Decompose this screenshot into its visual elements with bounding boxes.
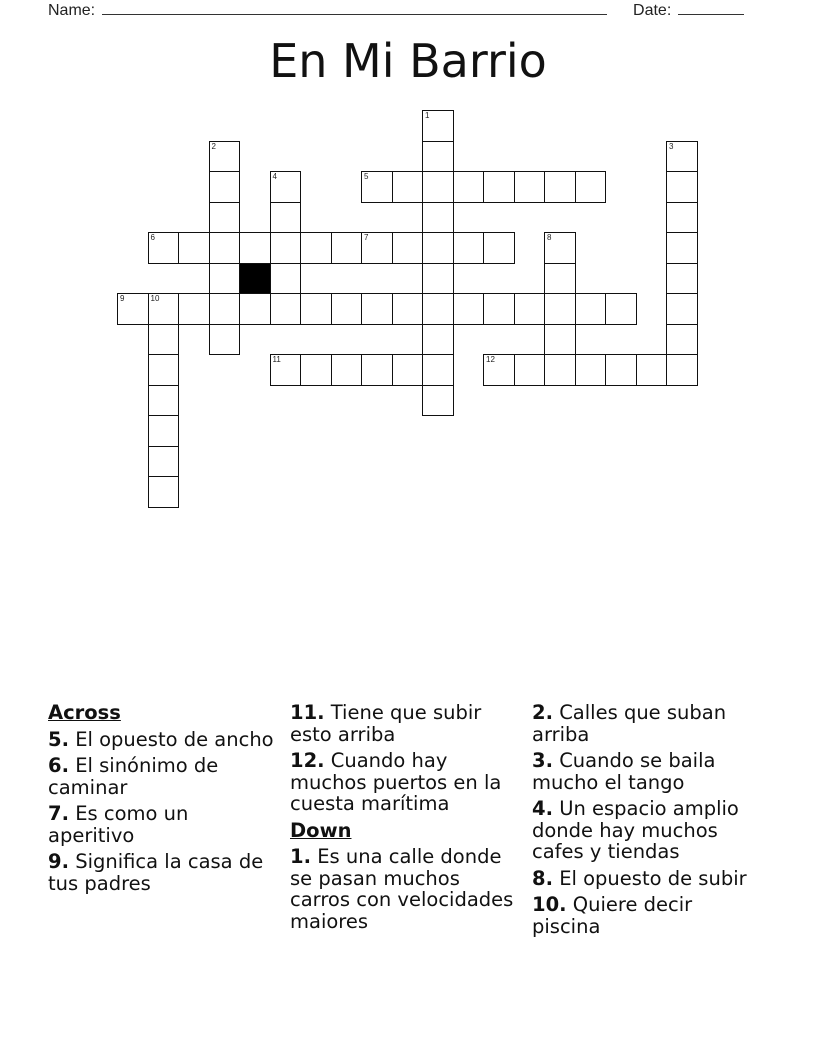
crossword-cell[interactable] (270, 293, 302, 325)
clue-text: Es como un aperitivo (48, 802, 189, 847)
clue-number-label: 5. (48, 727, 69, 751)
crossword-cell[interactable] (361, 354, 393, 386)
crossword-cell[interactable] (422, 202, 454, 234)
crossword-cell[interactable] (270, 232, 302, 264)
crossword-cell[interactable] (483, 232, 515, 264)
clue-number-label: 8. (532, 866, 553, 890)
crossword-cell[interactable] (270, 354, 302, 386)
crossword-cell[interactable] (514, 293, 546, 325)
crossword-cell[interactable] (544, 324, 576, 356)
crossword-cell[interactable] (544, 171, 576, 203)
crossword-cell[interactable] (270, 263, 302, 295)
crossword-cell[interactable] (422, 324, 454, 356)
crossword-cell[interactable] (148, 415, 180, 447)
crossword-cell[interactable] (361, 293, 393, 325)
clue-number-label: 12. (290, 749, 325, 772)
crossword-cell[interactable] (422, 232, 454, 264)
crossword-cell[interactable] (575, 293, 607, 325)
crossword-cell[interactable] (209, 171, 241, 203)
clue-number-label: 10. (532, 893, 567, 916)
crossword-cell[interactable] (148, 476, 180, 508)
page-title: En Mi Barrio (269, 34, 547, 88)
crossword-cell[interactable] (270, 171, 302, 203)
clue-item (48, 729, 278, 751)
clue-text: Es una calle donde se pasan muchos carros con velocidades maiores (290, 845, 514, 933)
clue-number-label: 1. (290, 845, 311, 868)
clue-item (532, 868, 762, 890)
clue-number: 5 (364, 172, 369, 181)
clue-text: Significa la casa de tus padres (48, 850, 264, 895)
clue-text: Un espacio amplio donde hay muchos cafes y tiendas (532, 797, 739, 863)
crossword-cell[interactable] (117, 293, 149, 325)
crossword-cell[interactable] (148, 324, 180, 356)
crossword-cell[interactable] (392, 171, 424, 203)
clue-number: 12 (486, 355, 495, 364)
clue-number-label: 7. (48, 802, 69, 825)
crossword-cell[interactable] (361, 171, 393, 203)
crossword-cell[interactable] (544, 263, 576, 295)
crossword-cell[interactable] (544, 354, 576, 386)
crossword-cell[interactable] (331, 293, 363, 325)
down-heading: Down (290, 818, 352, 842)
crossword-cell[interactable] (209, 232, 241, 264)
clue-number: 10 (150, 294, 160, 303)
clue-number: 7 (364, 233, 369, 242)
crossword-cell[interactable] (392, 232, 424, 264)
crossword-cell[interactable] (453, 293, 485, 325)
crossword-cell[interactable] (666, 141, 698, 173)
crossword-cell[interactable] (544, 232, 576, 264)
crossword-cell[interactable] (270, 202, 302, 234)
clue-number: 4 (272, 172, 277, 181)
crossword-cell[interactable] (331, 354, 363, 386)
clues-column-2 (290, 702, 520, 937)
crossword-cell[interactable] (422, 171, 454, 203)
crossword-cell[interactable] (209, 141, 241, 173)
crossword-cell[interactable] (605, 293, 637, 325)
crossword-cell[interactable] (666, 293, 698, 325)
crossword-cell[interactable] (422, 385, 454, 417)
crossword-cell[interactable] (178, 232, 210, 264)
crossword-cell[interactable] (483, 171, 515, 203)
crossword-cell[interactable] (544, 293, 576, 325)
crossword-cell[interactable] (453, 171, 485, 203)
crossword-cell[interactable] (666, 202, 698, 234)
clue-number-label: 6. (48, 754, 69, 777)
clue-number: 9 (120, 294, 125, 303)
crossword-cell[interactable] (483, 354, 515, 386)
clue-item (290, 750, 520, 815)
clue-number: 1 (425, 111, 430, 120)
crossword-cell[interactable] (178, 293, 210, 325)
crossword-cell[interactable] (666, 232, 698, 264)
date-label: Date: (633, 2, 672, 19)
clue-number-label: 4. (532, 797, 553, 820)
across-heading: Across (48, 701, 121, 724)
crossword-cell[interactable] (575, 171, 607, 203)
clue-number: 6 (150, 233, 155, 242)
crossword-cell[interactable] (422, 293, 454, 325)
crossword-cell[interactable] (300, 232, 332, 264)
clue-number: 11 (272, 355, 281, 364)
crossword-cell[interactable] (209, 293, 241, 325)
crossword-cell[interactable] (666, 324, 698, 356)
crossword-cell[interactable] (666, 171, 698, 203)
clue-item (48, 851, 278, 894)
crossword-cell[interactable] (331, 232, 363, 264)
crossword-cell[interactable] (239, 293, 271, 325)
crossword-cell[interactable] (300, 293, 332, 325)
clue-item (290, 846, 520, 932)
crossword-cell[interactable] (514, 354, 546, 386)
crossword-cell[interactable] (422, 354, 454, 386)
crossword-cell[interactable] (148, 232, 180, 264)
crossword-cell[interactable] (575, 354, 607, 386)
crossword-cell[interactable] (209, 202, 241, 234)
crossword-cell[interactable] (392, 293, 424, 325)
crossword-cell[interactable] (422, 263, 454, 295)
clue-number: 3 (669, 141, 674, 151)
crossword-cell[interactable] (453, 232, 485, 264)
crossword-cell[interactable] (209, 263, 241, 295)
crossword-cell[interactable] (300, 354, 332, 386)
crossword-cell[interactable] (148, 385, 180, 417)
clue-text: El opuesto de subir (559, 866, 747, 890)
clue-item (48, 803, 278, 846)
clues-column-1 (48, 702, 278, 899)
crossword-cell[interactable] (148, 446, 180, 478)
clue-text: Quiere decir piscina (532, 893, 693, 938)
crossword-cell[interactable] (666, 263, 698, 295)
clue-text: El sinónimo de caminar (48, 754, 219, 799)
crossword-cell[interactable] (209, 324, 241, 356)
clue-number: 8 (547, 233, 552, 242)
clue-number-label: 9. (48, 850, 69, 873)
crossword-cell[interactable] (483, 293, 515, 325)
crossword-cell[interactable] (636, 354, 668, 386)
crossword-cell[interactable] (605, 354, 637, 386)
crossword-cell[interactable] (392, 354, 424, 386)
crossword-cell[interactable] (422, 141, 454, 173)
name-label: Name: (48, 2, 96, 19)
clue-item (290, 702, 520, 745)
clue-item (532, 750, 762, 793)
crossword-cell[interactable] (239, 232, 271, 264)
crossword-cell[interactable] (148, 293, 180, 325)
crossword-cell[interactable] (514, 171, 546, 203)
crossword-cell[interactable] (361, 232, 393, 264)
clue-number-label: 2. (532, 701, 553, 724)
clue-text: Tiene que subir esto arriba (290, 701, 482, 746)
clue-text: Calles que suban arriba (532, 701, 727, 746)
clue-text: Cuando se baila mucho el tango (532, 749, 716, 794)
crossword-cell[interactable] (666, 354, 698, 386)
clues-column-3 (532, 702, 762, 942)
crossword-cell[interactable] (148, 354, 180, 386)
clue-number-label: 11. (290, 701, 325, 724)
clue-item (532, 798, 762, 863)
clue-item (532, 894, 762, 937)
clue-number-label: 3. (532, 749, 553, 772)
clue-text: Cuando hay muchos puertos en la cuesta marítima (290, 749, 502, 815)
clue-text: El opuesto de ancho (75, 727, 274, 751)
crossword-cell[interactable] (422, 110, 454, 142)
clue-number: 2 (211, 141, 216, 151)
clue-item (48, 755, 278, 798)
black-square (239, 263, 271, 295)
clue-item (532, 702, 762, 745)
